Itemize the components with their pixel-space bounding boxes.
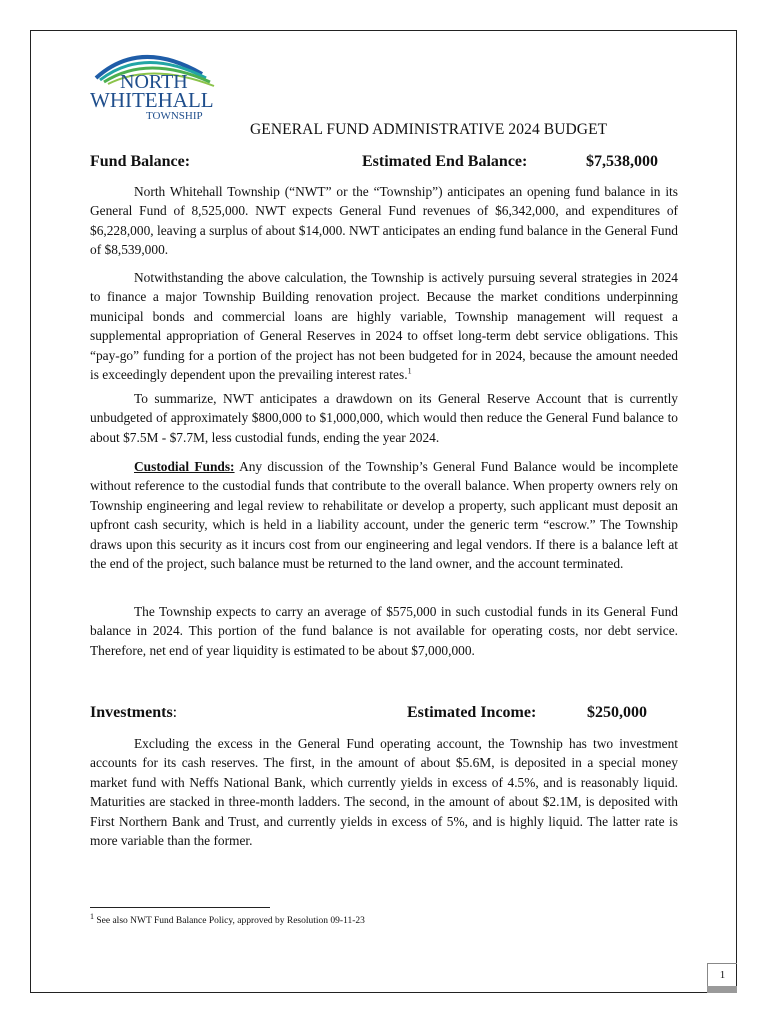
paragraph-opening-balance: North Whitehall Township (“NWT” or the “Township”) anticipates an opening fund balance in its General Fund of 8,525,000. NWT expects General Fund revenues of $6,342,000, and expenditures of $6,228,000, leaving a surplus of about $14,000. NWT anticipates an ending fund balance in the General Fund of $8,539,000. xyxy=(90,184,678,258)
paragraph-custodial-average: The Township expects to carry an average of $575,000 in such custodial funds in its General Fund balance in 2024. This portion of the fund balance is not available for operating costs, nor debt service. Therefore, net end of year liquidity is estimated to be about $7,000,000. xyxy=(90,604,678,658)
investments-label-colon: : xyxy=(172,704,178,721)
page-number: 1 xyxy=(707,963,737,986)
paragraph-custodial-funds xyxy=(90,457,678,573)
township-logo xyxy=(90,44,232,122)
paragraph-summary: To summarize, NWT anticipates a drawdown on its General Reserve Account that is currently unbudgeted of approximately $800,000 to $1,000,000, which would then reduce the General Fund balance to about $7.5M - $7.7M, less custodial funds, ending the year 2024. xyxy=(90,391,678,445)
paragraph-investments: Excluding the excess in the General Fund operating account, the Township has two investment accounts for its cash reserves. The first, in the amount of about $5.6M, is deposited in a special money market fund with Neffs National Bank, which currently yields in excess of 4.5%, and is reasonably liquid. Maturities are stacked in three-month ladders. The second, in the amount of about $2.1M, is deposited with First Northern Bank and Trust, and currently yields in excess of 5%, and is highly liquid. The latter rate is more variable than the former. xyxy=(90,736,678,849)
investments-label-text: Investments xyxy=(90,704,173,721)
fund-balance-header xyxy=(90,153,680,175)
custodial-funds-text: Any discussion of the Township’s General Fund Balance would be incomplete without reference to the custodial funds that contribute to the overall balance. When property owners rely on Township engineering and legal review to rehabilitate or develop a property, such applicant must deposit an upfront cash security, which is held in a liability account, under the generic term “escrow.” The Township draws upon this security as it incurs cost from our engineering and legal vendors. If there is a balance left at the end of the project, such balance must be returned to the land owner, and the account terminated. xyxy=(90,459,679,572)
fund-balance-label: Fund Balance: xyxy=(90,153,191,170)
page-number-shading xyxy=(707,986,737,993)
custodial-funds-heading: Custodial Funds: xyxy=(134,459,235,474)
document-title: GENERAL FUND ADMINISTRATIVE 2024 BUDGET xyxy=(250,121,608,138)
estimated-end-balance-label: Estimated End Balance: xyxy=(362,153,528,170)
estimated-income-label: Estimated Income: xyxy=(407,704,537,721)
paragraph-renovation-text: Notwithstanding the above calculation, the Township is actively pursuing several strategies in 2024 to finance a major Township Building renovation project. Because the market conditions underpinning municipal bonds and commercial loans are highly variable, Township management will request a supplemental appropriation of General Reserves in 2024 to offset long-term debt service obligations. This “pay-go” funding for a portion of the project has not been budgeted for in 2024, because the amount needed is exceedingly dependent upon the prevailing interest rates. xyxy=(90,270,678,383)
paragraph-renovation-strategy xyxy=(90,268,678,384)
investments-header xyxy=(90,704,680,726)
footnote-reference: 1 xyxy=(407,366,412,376)
footnote-separator xyxy=(90,907,270,908)
investments-label xyxy=(90,704,177,722)
footnote-number: 1 xyxy=(90,911,94,921)
logo-line2: WHITEHALL xyxy=(90,88,214,112)
logo-line3: TOWNSHIP xyxy=(146,110,203,122)
footnote xyxy=(90,911,365,926)
estimated-end-balance-amount: $7,538,000 xyxy=(586,153,658,170)
footnote-text: See also NWT Fund Balance Policy, approved by Resolution 09-11-23 xyxy=(94,916,365,926)
estimated-income-amount: $250,000 xyxy=(587,704,647,721)
logo-line1: NORTH xyxy=(120,71,188,93)
